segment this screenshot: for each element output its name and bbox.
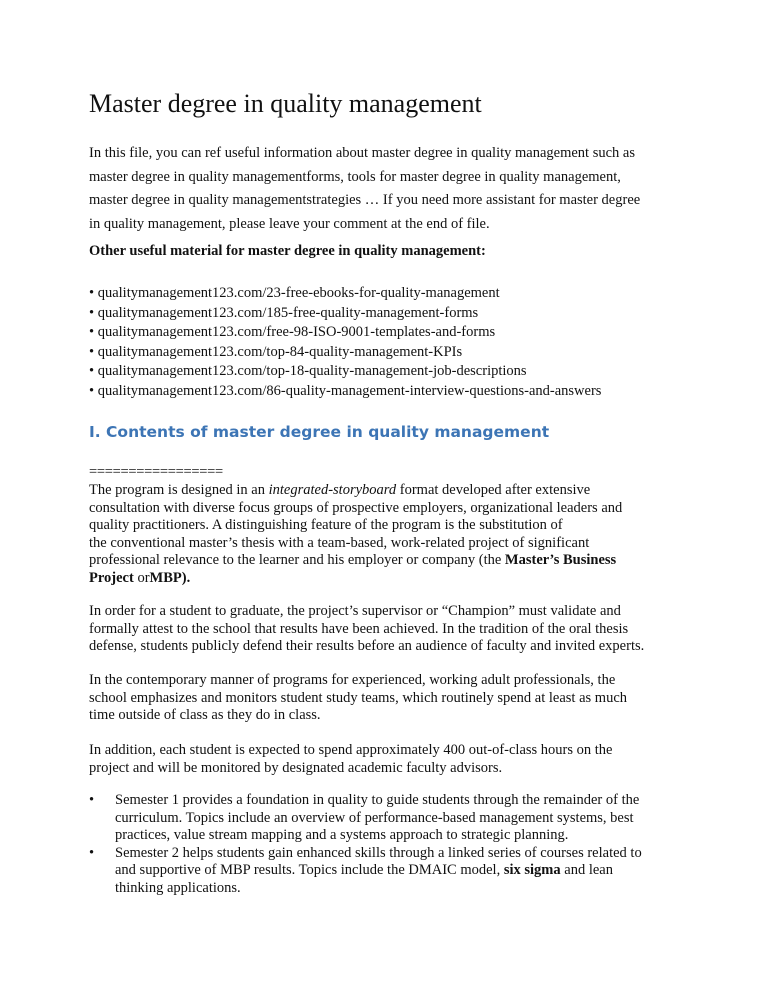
paragraph-line: school emphasizes and monitors student study teams, which routinely spend at least as much [89,689,628,706]
intro-paragraph [89,142,689,236]
paragraph-line: formally attest to the school that results have been achieved. In the tradition of the oral thesis [89,620,629,637]
paragraph-line: quality practitioners. A distinguishing feature of the program is the substitution of [89,517,563,533]
text-run: format developed after extensive [396,482,591,498]
bullet-dot: • [89,844,95,861]
paragraph-line: the conventional master’s thesis with a team-based, work-related project of significant [89,534,590,551]
section-heading: I. Contents of master degree in quality management [89,423,550,441]
text-run: or [133,569,150,586]
resource-link[interactable]: • qualitymanagement123.com/86-quality-management-interview-questions-and-answers [89,382,602,399]
paragraph-line: project and will be monitored by designated academic faculty advisors. [89,759,503,776]
paragraph-line: time outside of class as they do in class. [89,707,321,723]
intro-line: master degree in quality managementforms, tools for master degree in quality management, [89,168,621,185]
list-line: curriculum. Topics include an overview of performance-based management systems, best [115,809,634,826]
list-line: Semester 1 provides a foundation in quality to guide students through the remainder of the [115,792,640,808]
text-run: The program is designed in an [89,482,269,498]
graduation-paragraph [89,603,689,656]
paragraph-line [89,482,689,500]
paragraph-line: consultation with diverse focus groups of prospective employers, organizational leaders and [89,499,623,516]
semester-2-item [89,845,689,898]
bold-term: MBP). [149,569,191,586]
material-heading: Other useful material for master degree in quality management: [89,243,486,259]
bullet-dot: • [89,792,95,808]
resource-link[interactable]: • qualitymanagement123.com/185-free-quality-management-forms [89,304,479,321]
page-title: Master degree in quality management [89,89,482,118]
resource-link[interactable]: • qualitymanagement123.com/top-18-quality-management-job-descriptions [89,363,527,379]
text-run: and lean [560,862,613,878]
list-line: thinking applications. [115,879,241,896]
paragraph-line: defense, students publicly defend their results before an audience of faculty and invited experts. [89,638,645,654]
text-run: professional relevance to the learner and his employer or company (the [89,552,505,568]
bold-term: Master’s Business [504,552,617,568]
intro-line: master degree in quality managementstrategies … If you need more assistant for master degree [89,192,641,208]
intro-line: In this file, you can ref useful information about master degree in quality management such as [89,145,635,161]
text-run: and supportive of MBP results. Topics include the DMAIC model, [115,862,504,878]
contemporary-paragraph [89,672,689,725]
list-line: Semester 2 helps students gain enhanced skills through a linked series of courses related to [115,844,642,861]
hours-paragraph [89,742,689,777]
paragraph-line [89,552,689,570]
paragraph-line: In addition, each student is expected to spend approximately 400 out-of-class hours on the [89,742,613,758]
list-line: practices, value stream mapping and a systems approach to strategic planning. [115,827,569,843]
resource-link[interactable]: • qualitymanagement123.com/free-98-ISO-9001-templates-and-forms [89,324,496,340]
program-paragraph [89,482,689,587]
semester-list [89,792,689,897]
semester-1-item [89,792,689,845]
resource-link-list [89,284,601,401]
intro-line: in quality management, please leave your comment at the end of file. [89,215,490,232]
paragraph-line: In the contemporary manner of programs for experienced, working adult professionals, the [89,672,616,688]
list-line [115,862,689,880]
paragraph-line [89,570,689,588]
bold-term: Project [89,569,134,586]
italic-term: integrated-storyboard [268,482,397,498]
resource-link[interactable]: • qualitymanagement123.com/23-free-ebooks-for-quality-management [89,285,500,301]
bold-term: six sigma [503,862,561,878]
separator-rule: ================= [89,464,223,480]
paragraph-line: In order for a student to graduate, the project’s supervisor or “Champion” must validate and [89,603,621,619]
resource-link[interactable]: • qualitymanagement123.com/top-84-quality-management-KPIs [89,343,463,360]
